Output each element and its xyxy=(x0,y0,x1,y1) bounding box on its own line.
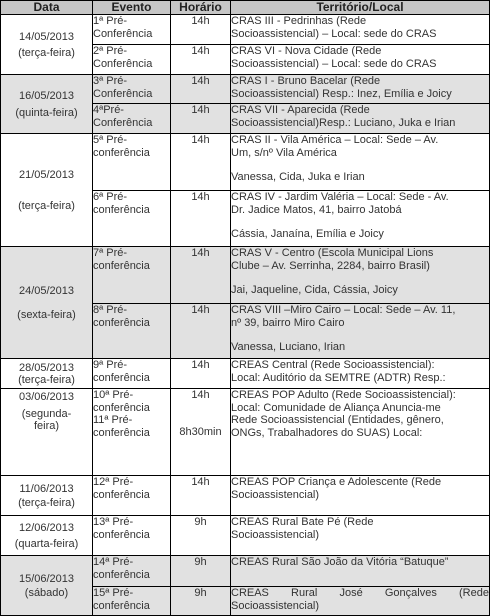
loc-line: CREAS Rural Bate Pé (Rede xyxy=(231,516,374,528)
time-line: 14h xyxy=(191,359,210,371)
loc-line: Dr. Jadice Matos, 41, bairro Jatobá xyxy=(231,203,402,216)
loc-line: CREAS Central (Rede Socioassistencial): xyxy=(231,359,435,371)
word: Rural xyxy=(291,587,318,599)
time-line: 14h xyxy=(191,104,210,116)
location-cell xyxy=(231,389,490,476)
schedule-row xyxy=(1,134,490,191)
loc-line: CRAS II - Vila América – Local: Sede – Av. xyxy=(231,134,439,146)
time-cell xyxy=(171,587,231,616)
event-line: 9ª Pré- xyxy=(93,359,128,371)
schedule-row xyxy=(1,247,490,304)
location-cell xyxy=(231,134,490,191)
line-gap xyxy=(1,297,92,309)
schedule-row xyxy=(1,516,490,556)
loc-line: Socioassistencial) xyxy=(231,599,320,612)
header-row xyxy=(1,1,490,15)
loc-line: CREAS POP Criança e Adolescente (Rede xyxy=(231,476,442,488)
loc-line: Vanessa, Luciano, Irian xyxy=(231,341,346,353)
time-cell xyxy=(171,134,231,191)
schedule-row xyxy=(1,556,490,587)
date-line: 11/06/2013 xyxy=(19,483,74,495)
event-line: 6ª Pré- xyxy=(93,191,128,203)
time-cell xyxy=(171,556,231,587)
header-evento: Evento xyxy=(93,1,171,15)
header-horario: Horário xyxy=(171,1,231,15)
word: (Rede xyxy=(459,587,489,599)
date-line: (segunda- xyxy=(21,407,72,420)
date-line: (quinta-feira) xyxy=(15,107,78,119)
location-cell xyxy=(231,516,490,556)
time-cell xyxy=(171,191,231,247)
event-line: 15ª Pré- xyxy=(93,587,134,599)
loc-line: Vanessa, Cida, Juka e Irian xyxy=(231,171,365,183)
line-gap xyxy=(231,159,489,171)
date-line: 21/05/2013 xyxy=(18,169,75,181)
event-cell xyxy=(93,191,171,247)
event-line: conferência xyxy=(93,568,150,581)
location-cell xyxy=(231,587,490,616)
event-line: conferência xyxy=(93,203,150,216)
date-line: 15/06/2013 xyxy=(18,573,75,585)
header-territorio: Território/Local xyxy=(231,1,490,15)
time-cell xyxy=(171,104,231,134)
loc-line: Socioassistencial) – Local: sede do CRAS xyxy=(231,27,437,40)
event-cell xyxy=(93,516,171,556)
time-cell xyxy=(171,15,231,45)
time-line: 14h xyxy=(191,45,210,57)
time-line: 9h xyxy=(194,556,207,568)
time-line: 9h xyxy=(194,516,207,528)
date-line: (terça-feira) xyxy=(18,496,75,509)
loc-line: nº 39, bairro Miro Cairo xyxy=(231,316,345,329)
loc-line: Socioassistencial)Resp.: Luciano, Juka e Irian xyxy=(231,116,456,129)
loc-line: Socioassistencial) xyxy=(231,488,320,501)
time-cell xyxy=(171,75,231,104)
event-cell xyxy=(93,134,171,191)
schedule-row xyxy=(1,75,490,104)
schedule-body xyxy=(1,15,490,616)
time-cell xyxy=(171,304,231,359)
event-line: conferência xyxy=(93,426,150,439)
header-data: Data xyxy=(1,1,93,15)
time-cell xyxy=(171,247,231,304)
date-line: 28/05/2013 xyxy=(18,361,75,374)
loc-line: Local: Comunidade de Aliança Anuncia-me xyxy=(231,401,441,414)
loc-line: Um, s/nº Vila América xyxy=(231,146,337,159)
location-cell xyxy=(231,476,490,516)
time-line: 14h xyxy=(191,134,210,146)
schedule-row xyxy=(1,389,490,476)
loc-line: Rede Socioassistencial (Entidades, gênero, xyxy=(231,414,444,426)
schedule-row xyxy=(1,359,490,389)
date-line: (sexta-feira) xyxy=(17,309,76,321)
time-line: 14h xyxy=(191,247,210,259)
date-line: feira) xyxy=(33,420,60,432)
date-cell xyxy=(1,75,93,134)
event-cell xyxy=(93,15,171,45)
event-line: Conferência xyxy=(93,57,153,70)
date-line: (terça-feira) xyxy=(18,374,75,386)
date-cell xyxy=(1,134,93,247)
event-line: Conferência xyxy=(93,116,153,129)
word: CREAS xyxy=(231,587,269,599)
time-cell xyxy=(171,476,231,516)
line-gap xyxy=(1,182,92,200)
loc-line: Cássia, Janaína, Emília e Joicy xyxy=(231,228,384,240)
date-cell xyxy=(1,15,93,75)
event-cell xyxy=(93,476,171,516)
time-line: 9h xyxy=(194,587,207,599)
line-gap xyxy=(231,272,489,284)
location-cell xyxy=(231,104,490,134)
time-line: 14h xyxy=(191,15,210,27)
event-line: 8ª Pré- xyxy=(93,304,128,316)
date-line: (quarta-feira) xyxy=(14,538,79,550)
location-cell xyxy=(231,191,490,247)
location-cell xyxy=(231,247,490,304)
loc-line xyxy=(231,587,489,600)
location-cell xyxy=(231,556,490,587)
event-line: 13ª Pré- xyxy=(93,516,134,528)
loc-line: CRAS V - Centro (Escola Municipal Lions xyxy=(231,247,434,259)
time-line: 14h xyxy=(191,75,210,87)
date-cell xyxy=(1,247,93,359)
event-cell xyxy=(93,104,171,134)
event-line: 7ª Pré- xyxy=(93,247,128,259)
date-cell xyxy=(1,556,93,616)
event-line: conferência xyxy=(93,401,150,414)
event-cell xyxy=(93,247,171,304)
event-cell xyxy=(93,389,171,476)
event-line: conferência xyxy=(93,146,150,159)
date-cell xyxy=(1,516,93,556)
time-line: 14h xyxy=(191,191,210,203)
date-cell xyxy=(1,389,93,476)
location-cell xyxy=(231,359,490,389)
time-line: 14h xyxy=(191,476,210,488)
event-cell xyxy=(93,75,171,104)
loc-line: CRAS VIII –Miro Cairo – Local: Sede – Av. 11, xyxy=(231,304,456,316)
event-cell xyxy=(93,556,171,587)
line-gap xyxy=(171,402,230,426)
loc-line: CRAS VII - Aparecida (Rede xyxy=(231,104,370,116)
loc-line: Clube – Av. Serrinha, 2284, bairro Brasil) xyxy=(231,259,430,272)
loc-line: CREAS POP Adulto (Rede Socioassistencial): xyxy=(231,389,456,401)
event-line: Conferência xyxy=(93,27,153,40)
loc-line: CRAS I - Bruno Bacelar (Rede xyxy=(231,75,381,87)
schedule-row xyxy=(1,15,490,45)
loc-line: CRAS IV - Jardim Valéria – Local: Sede - Av. xyxy=(231,191,449,203)
event-line: conferência xyxy=(93,599,150,612)
loc-line: Socioassistencial) – Local: sede do CRAS xyxy=(231,57,437,70)
event-line: 5ª Pré- xyxy=(93,134,128,146)
loc-line: CREAS Rural São João da Vitória “Batuque” xyxy=(231,556,449,568)
date-line: (terça-feira) xyxy=(18,199,75,212)
loc-line: Socioassistencial) xyxy=(231,528,320,541)
loc-line: CRAS III - Pedrinhas (Rede xyxy=(231,15,367,27)
date-line: 16/05/2013 xyxy=(18,89,75,102)
time-cell xyxy=(171,389,231,476)
date-line: 14/05/2013 xyxy=(18,30,75,43)
time-cell xyxy=(171,516,231,556)
event-line: 12ª Pré- xyxy=(93,476,134,488)
loc-line: CRAS VI - Nova Cidade (Rede xyxy=(231,45,382,57)
location-cell xyxy=(231,304,490,359)
time-cell xyxy=(171,359,231,389)
word: José xyxy=(339,587,363,599)
date-cell xyxy=(1,476,93,516)
loc-line: Local: Auditório da SEMTRE (ADTR) Resp.: xyxy=(231,371,446,384)
loc-line: Jai, Jaqueline, Cida, Cássia, Joicy xyxy=(231,284,398,296)
line-gap xyxy=(231,329,489,341)
location-cell xyxy=(231,75,490,104)
time-line: 14h xyxy=(191,389,210,401)
loc-line: ONGs, Trabalhadores do SUAS) Local: xyxy=(231,426,423,439)
event-cell xyxy=(93,304,171,359)
location-cell xyxy=(231,45,490,75)
event-line: 3ª Pré- xyxy=(93,75,128,87)
time-line: 8h30min xyxy=(179,425,222,438)
line-gap xyxy=(231,216,489,228)
event-line: 10ª Pré- xyxy=(93,389,134,401)
event-line: 11ª Pré- xyxy=(93,414,133,426)
date-line: (sábado) xyxy=(24,586,69,599)
date-cell xyxy=(1,359,93,389)
date-line: 24/05/2013 xyxy=(18,284,75,297)
time-line: 14h xyxy=(191,304,210,316)
event-line: conferência xyxy=(93,371,150,384)
event-line: conferência xyxy=(93,259,150,272)
date-line: 03/06/2013 xyxy=(18,391,75,403)
event-line: conferência xyxy=(93,488,150,501)
loc-line: Socioassistencial) Resp.: Inez, Emília e Joicy xyxy=(231,87,452,100)
word: Gonçalves xyxy=(384,587,437,599)
event-line: conferência xyxy=(93,528,150,541)
schedule-row xyxy=(1,476,490,516)
event-line: 4ªPré- xyxy=(93,104,124,116)
location-cell xyxy=(231,15,490,45)
date-line: 12/06/2013 xyxy=(18,521,75,534)
event-line: 1ª Pré- xyxy=(93,15,128,27)
event-cell xyxy=(93,359,171,389)
time-cell xyxy=(171,45,231,75)
event-cell xyxy=(93,587,171,616)
date-line: (terça-feira) xyxy=(18,47,75,59)
event-line: 14ª Pré- xyxy=(93,556,134,568)
event-line: conferência xyxy=(93,316,150,329)
event-line: Conferência xyxy=(93,87,153,100)
event-line: 2ª Pré- xyxy=(93,45,128,57)
event-cell xyxy=(93,45,171,75)
